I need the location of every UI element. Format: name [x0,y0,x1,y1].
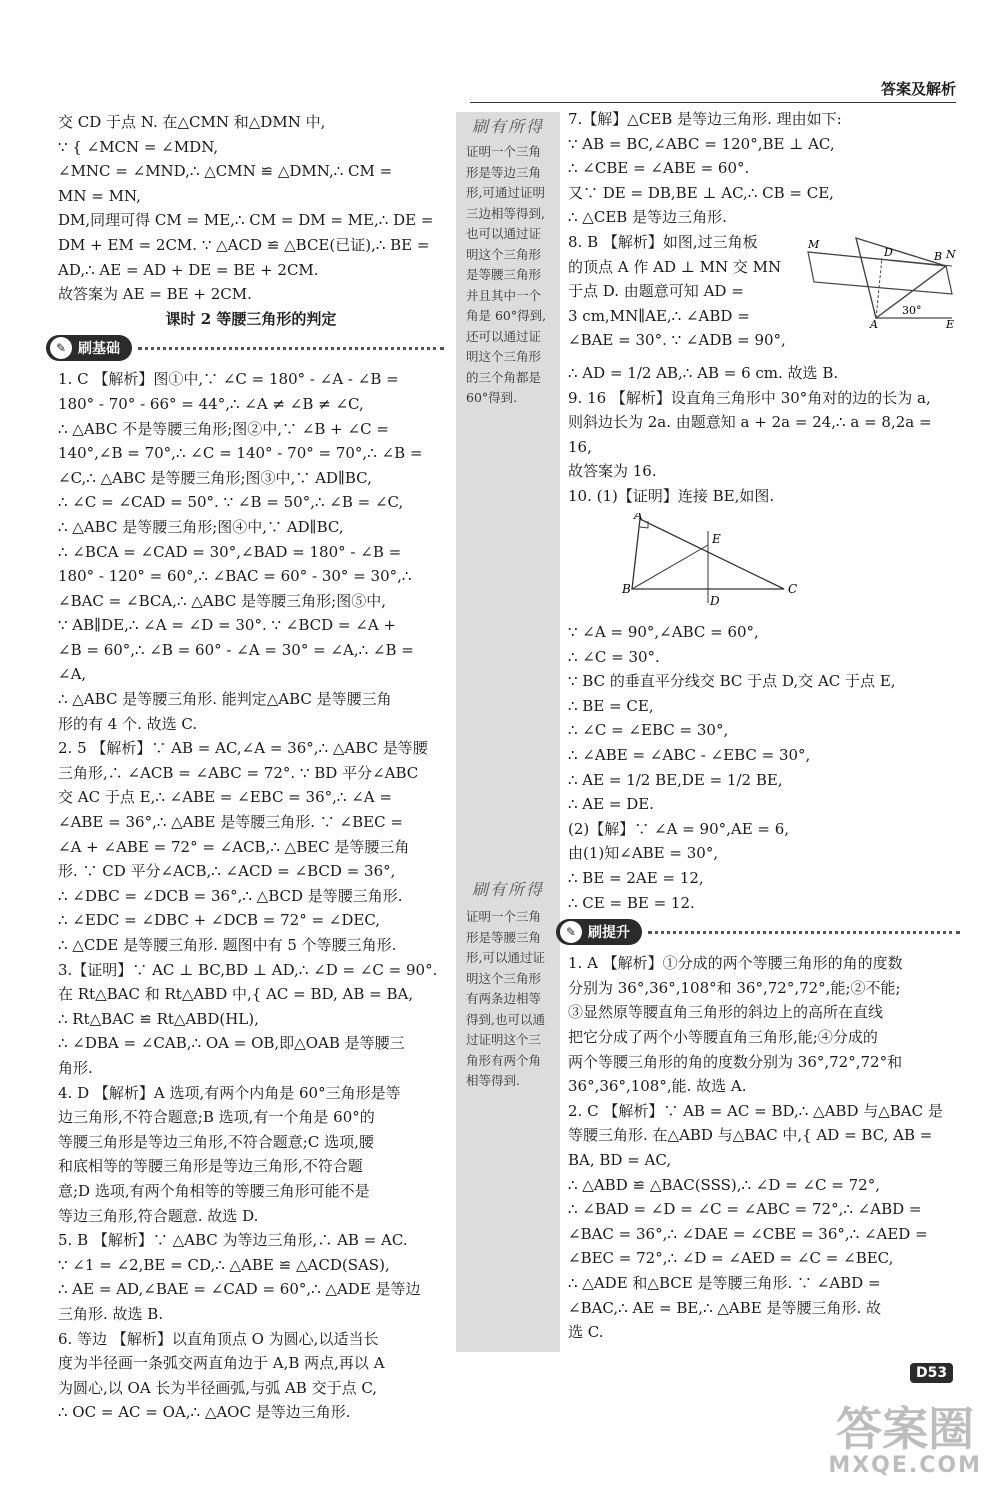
dotted-divider [138,347,444,350]
text-line: 边三角形,不符合题意;B 选项,有一个角是 60°的 [58,1108,375,1127]
text-line: 故答案为 16. [568,462,657,481]
text-line: ∴ ∠DBA = ∠CAB,∴ OA = OB,即△OAB 是等腰三 [58,1034,405,1053]
text-line: ∠BAC = 36°,∴ ∠DAE = ∠CBE = 36°,∴ ∠AED = [568,1224,928,1243]
label-c: C [788,581,798,596]
text-line: DM,同理可得 CM = ME,∴ CM = DM = ME,∴ DE = [58,211,434,230]
text-line: 把它分成了两个小等腰直角三角形,能;④分成的 [568,1028,878,1046]
intro-block [58,110,444,307]
left-column [55,110,444,1425]
text-line: ∴ △ABD ≌ △BAC(SSS),∴ ∠D = ∠C = 72°, [568,1175,880,1194]
answer-q1 [58,367,444,736]
text-line: 和底相等的等腰三角形是等边三角形,不符合题 [58,1157,363,1176]
text-line: ∴ ∠C = ∠EBC = 30°, [568,721,729,740]
label-m: M [808,237,820,251]
text-line: ∴ ∠EDC = ∠DBC + ∠DCB = 72° = ∠DEC, [58,911,381,930]
text-line: 故答案为 AE = BE + 2CM. [58,285,252,304]
text-line: 由(1)知∠ABE = 30°, [568,844,719,863]
note-line: 并且其中一个 [466,287,542,303]
text-line: ∵ { ∠MCN = ∠MDN, [58,137,219,156]
text-line: 1. C 【解析】图①中,∵ ∠C = 180° - ∠A - ∠B = [58,370,399,389]
note-line: 形是等腰三角 [466,929,542,945]
text-line: 交 CD 于点 N. 在△CMN 和△DMN 中, [58,113,326,131]
text-line: ∵ BC 的垂直平分线交 BC 于点 D,交 AC 于点 E, [568,672,896,691]
text-line: 于点 D. 由题意可知 AD = [568,282,744,301]
pen-icon: ✎ [50,337,72,359]
text-line: 9. 16 【解析】设直角三角形中 30°角对的边的长为 a, [568,388,931,407]
watermark [828,1402,982,1479]
label-a: A [870,317,878,330]
text-line: ∴ ∠DBC = ∠DCB = 36°,∴ △BCD 是等腰三角形. [58,886,403,905]
text-line: ∴ △ADE 和△BCE 是等腰三角形. ∵ ∠ABD = [568,1273,881,1292]
pen-icon: ✎ [560,921,582,943]
text-line: ∠BAE = 30°. ∵ ∠ADB = 90°, [568,331,786,350]
text-line: ∠BEC = 72°,∴ ∠D = ∠AED = ∠C = ∠BEC, [568,1249,894,1268]
text-line: ∠MNC = ∠MND,∴ △CMN ≌ △DMN,∴ CM = [58,162,393,181]
text-line: 选 C. [568,1323,604,1342]
note-line: 角形有两个角 [466,1052,542,1068]
text-line: 10. (1)【证明】连接 BE,如图. [568,486,775,505]
text-line: 在 Rt△BAC 和 Rt△ABD 中,{ AC = BD, AB = BA, [58,985,414,1004]
note-line: 形,可以通过证 [466,950,545,965]
note-isosceles [466,907,552,1092]
label-e: E [712,531,721,546]
note-line: 有两条边相等 [466,991,542,1006]
text-line: 角形. [58,1058,93,1077]
label-b: B [934,249,943,263]
page-number: D53 [910,1363,953,1383]
triangle-diagram [596,513,816,609]
text-line: (2)【解】∵ ∠A = 90°,AE = 6, [568,819,790,838]
text-line: 8. B 【解析】如图,过三角板 [568,232,758,251]
set-square [856,238,946,318]
text-line: DM + EM = 2CM. ∵ △ACD ≌ △BCE(已证),∴ BE = [58,235,430,254]
text-line: 交 AC 于点 E,∴ ∠ABE = ∠EBC = 36°,∴ ∠A = [58,788,392,807]
answer-q9 [568,386,960,484]
badge-pill [556,919,642,945]
text-line: ∠C,∴ △ABC 是等腰三角形;图③中,∵ AD∥BC, [58,468,372,487]
text-line: ∴ ∠ABE = ∠ABC - ∠EBC = 30°, [568,746,811,765]
text-line: 度为半径画一条弧交两直角边于 A,B 两点,再以 A [58,1354,385,1373]
note-line: 证明一个三角 [466,909,542,924]
text-line: ∵ AB = BC,∠ABC = 120°,BE ⊥ AC, [568,134,835,153]
text-line: 140°,∠B = 70°,∴ ∠C = 140° - 70° = 70°,∴ ∠B = [58,444,423,463]
text-line: 分别为 36°,36°,108°和 36°,72°,72°,能;②不能; [568,978,901,997]
text-line: 3.【证明】∵ AC ⊥ BC,BD ⊥ AD,∴ ∠D = ∠C = 90°. [58,960,438,979]
label-angle: 30° [902,303,922,317]
watermark-url: MXQE.COM [828,1453,982,1478]
text-line: ∴ △CEB 是等边三角形. [568,208,727,227]
header-title: 答案及解析 [880,80,956,98]
note-equilateral [466,142,552,409]
text-line: 4. D 【解析】A 选项,有两个内角是 60°三角形是等 [58,1083,401,1102]
badge-label: 刷提升 [588,925,630,942]
text-line: 5. B 【解析】∵ △ABC 为等边三角形,∴ AB = AC. [58,1231,408,1250]
text-line: 6. 等边 【解析】以直角顶点 O 为圆心,以适当长 [58,1329,379,1348]
line-mn [808,249,952,266]
label-d: D [710,593,720,608]
text-line: ∴ △ABC 是等腰三角形;图④中,∵ AD∥BC, [58,517,344,536]
text-line: ∵ AB∥DE,∴ ∠A = ∠D = 30°. ∵ ∠BCD = ∠A + [58,616,397,635]
text-line: ∴ AD = 1/2 AB,∴ AB = 6 cm. 故选 B. [568,363,839,382]
text-line: 等腰三角形. 在△ABD 与△BAC 中,{ AD = BC, AB = BA, BD = AC, [568,1126,933,1169]
answer-q6 [58,1327,444,1425]
note-line: 还可以通过证 [466,328,542,344]
answer-q3 [58,958,444,1081]
text-line: 1. A 【解析】①分成的两个等腰三角形的角的度数 [568,954,903,973]
text-line: ∴ OC = AC = OA,∴ △AOC 是等边三角形. [58,1403,351,1422]
text-line: ∠B = 60°,∴ ∠B = 60° - ∠A = 30° = ∠A,∴ ∠B = ∠A, [58,640,414,684]
text-line: 的顶点 A 作 AD ⊥ MN 交 MN [568,257,782,276]
text-line: ∴ △CDE 是等腰三角形. 题图中有 5 个等腰三角形. [58,936,397,954]
header-rule [470,102,956,103]
text-line: ∴ ∠C = 30°. [568,647,660,666]
section-badge-basic [46,335,444,361]
text-line: ∴ ∠CBE = ∠ABE = 60°. [568,159,750,178]
note-line: 形,可通过证明 [466,185,545,200]
text-line: 意;D 选项,有两个角相等的等腰三角形可能不是 [58,1181,370,1200]
answer-q10 [568,484,960,915]
text-line: ∴ BE = 2AE = 12, [568,869,704,888]
right-column [565,107,960,1345]
text-line: ∴ ∠BAD = ∠D = ∠C = ∠ABC = 72°,∴ ∠ABD = [568,1200,922,1219]
text-line: ∠ABE = 36°,∴ △ABE 是等腰三角形. ∵ ∠BEC = [58,813,403,832]
text-line: ③显然原等腰直角三角形的斜边上的高所在直线 [568,1003,884,1022]
note-line: 相等得到. [466,1073,520,1088]
answer-q5 [58,1228,444,1326]
text-line: ∴ ∠C = ∠CAD = 50°. ∵ ∠B = 50°,∴ ∠B = ∠C, [58,493,404,512]
note-line: 明这个三角形 [466,246,542,262]
text-line: 形的有 4 个. 故选 C. [58,714,198,733]
note-line: 60°得到. [466,390,518,405]
note-line: 的三个角都是 [466,369,542,385]
note-line: 形是等边三角 [466,164,542,180]
text-line: 180° - 70° - 66° = 44°,∴ ∠A ≠ ∠B ≠ ∠C, [58,394,364,413]
text-line: 则斜边长为 2a. 由题意知 a + 2a = 24,∴ a = 8,2a = 16, [568,413,932,456]
answer-ex2 [568,1099,960,1345]
text-line: 3 cm,MN∥AE,∴ ∠ABD = [568,306,750,325]
text-line: 形. ∵ CD 平分∠ACB,∴ ∠ACD = ∠BCD = 36°, [58,862,396,881]
text-line: 为圆心,以 OA 长为半径画弧,与弧 AB 交于点 C, [58,1378,378,1397]
text-line: ∠BAC = ∠BCA,∴ △ABC 是等腰三角形;图⑤中, [58,591,387,610]
watermark-logo: 答案圈 [836,1402,975,1456]
label-b: B [622,581,631,596]
text-line: ∴ △ABC 不是等腰三角形;图②中,∵ ∠B + ∠C = [58,419,389,438]
text-line: 180° - 120° = 60°,∴ ∠BAC = 60° - 30° = 30°,∴ [58,567,412,586]
text-line: ∵ ∠A = 90°,∠ABC = 60°, [568,623,759,642]
text-line: 两个等腰三角形的角的度数分别为 36°,72°,72°和 [568,1052,903,1071]
note-line: 过证明这个三 [466,1032,542,1047]
answer-q8 [568,230,960,386]
answer-q2 [58,736,444,957]
text-line: ∴ AE = AD,∠BAE = ∠CAD = 60°,∴ △ADE 是等边 [58,1280,421,1299]
notes-sidebar [456,112,560,1352]
text-line: 7.【解】△CEB 是等边三角形. 理由如下: [568,110,842,128]
note-line: 证明一个三角 [466,144,542,159]
text-line: ∴ Rt△BAC ≌ Rt△ABD(HL), [58,1009,259,1028]
note-line: 三边相等得到, [466,205,545,221]
text-line: 2. 5 【解析】∵ AB = AC,∠A = 36°,∴ △ABC 是等腰 [58,739,428,758]
text-line: ∴ △ABC 是等腰三角形. 能判定△ABC 是等腰三角 [58,690,392,709]
note-line: 是等腰三角形 [466,267,542,282]
text-line: ∠BAC,∴ AE = BE,∴ △ABE 是等腰三角形. 故 [568,1298,882,1317]
label-a: A [634,512,643,522]
note-line: 得到,也可以通 [466,1011,545,1027]
text-line: 36°,36°,108°,能. 故选 A. [568,1077,747,1096]
line-be [632,545,708,589]
dotted-divider [648,931,960,934]
label-e: E [946,317,955,330]
text-line: MN = MN, [58,186,141,205]
text-line: ∴ BE = CE, [568,696,654,715]
answer-q4 [58,1081,444,1229]
text-line: 等腰三角形是等边三角形,不符合题意;C 选项,腰 [58,1132,374,1151]
answer-q7 [568,107,960,230]
note-title: 刷有所得 [472,117,545,136]
text-line: 等边三角形,符合题意. 故选 D. [58,1206,259,1225]
text-line: ∴ AE = DE. [568,795,654,814]
answer-ex1 [568,951,960,1099]
ruler-triangle-diagram [806,230,956,330]
note-line: 也可以通过证 [466,226,542,241]
note-title: 刷有所得 [472,880,545,899]
section-badge-advanced [556,919,960,945]
note-line: 明这个三角形 [466,970,542,986]
label-d: D [884,245,893,259]
label-n: N [946,247,956,261]
text-line: ∴ ∠BCA = ∠CAD = 30°,∠BAD = 180° - ∠B = [58,542,402,561]
text-line: 三角形. 故选 B. [58,1304,164,1323]
note-line: 角是 60°得到, [466,308,547,323]
note-line: 明这个三角形 [466,349,542,364]
text-line: ∴ CE = BE = 12. [568,893,695,912]
badge-label: 刷基础 [78,341,120,358]
text-line: 2. C 【解析】∵ AB = AC = BD,∴ △ABD 与△BAC 是 [568,1101,943,1120]
text-line: ∠A + ∠ABE = 72° = ∠ACB,∴ △BEC 是等腰三角 [58,837,410,856]
section-title: 课时 2 等腰三角形的判定 [165,309,337,328]
text-line: AD,∴ AE = AD + DE = BE + 2CM. [58,260,319,279]
text-line: 三角形,∴ ∠ACB = ∠ABC = 72°. ∵ BD 平分∠ABC [58,763,419,782]
text-line: ∵ ∠1 = ∠2,BE = CD,∴ △ABE ≌ △ACD(SAS), [58,1255,390,1274]
text-line: 又∵ DE = DB,BE ⊥ AC,∴ CB = CE, [568,183,834,202]
text-line: ∴ AE = 1/2 BE,DE = 1/2 BE, [568,770,783,789]
badge-pill [46,335,132,361]
